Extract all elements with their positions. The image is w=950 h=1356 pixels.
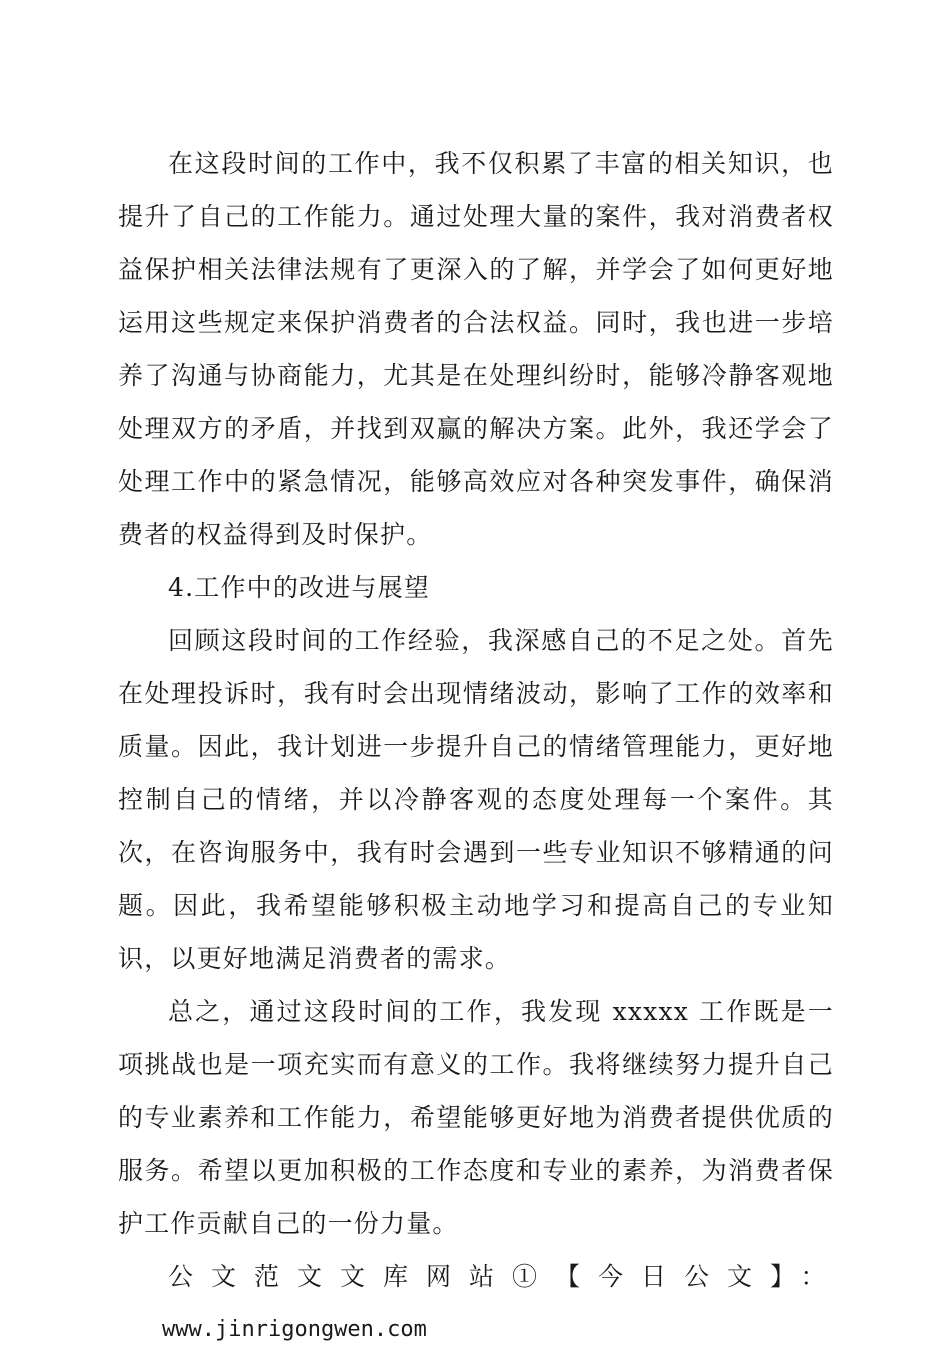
paragraph-review: 回顾这段时间的工作经验，我深感自己的不足之处。首先在处理投诉时，我有时会出现情绪波动，影响了工作的效率和质量。因此，我计划进一步提升自己的情绪管理能力，更好地控制自己的情绪，并以冷静客观的态度处理每一个案件。其次，在咨询服务中，我有时会遇到一些专业知识不够精通的问题。因此，我希望能够积极主动地学习和提高自己的专业知识，以更好地满足消费者的需求。 [118, 626, 834, 973]
document-body [118, 137, 844, 1356]
section-heading-improvement: 4.工作中的改进与展望 [168, 573, 431, 602]
footer-source-url[interactable]: www.jinrigongwen.com [162, 1317, 427, 1342]
footer-source-label: 公文范文文库网站①【今日公文】： [168, 1262, 844, 1291]
paragraph-conclusion: 总之，通过这段时间的工作，我发现 xxxxx 工作既是一项挑战也是一项充实而有意义的工作。我将继续努力提升自己的专业素养和工作能力，希望能够更好地为消费者提供优质的服务。希望以更加积极的工作态度和专业的素养，为消费者保护工作贡献自己的一份力量。 [118, 997, 834, 1238]
paragraph-work-skills: 在这段时间的工作中，我不仅积累了丰富的相关知识，也提升了自己的工作能力。通过处理大量的案件，我对消费者权益保护相关法律法规有了更深入的了解，并学会了如何更好地运用这些规定来保护消费者的合法权益。同时，我也进一步培养了沟通与协商能力，尤其是在处理纠纷时，能够冷静客观地处理双方的矛盾，并找到双赢的解决方案。此外，我还学会了处理工作中的紧急情况，能够高效应对各种突发事件，确保消费者的权益得到及时保护。 [118, 149, 834, 549]
